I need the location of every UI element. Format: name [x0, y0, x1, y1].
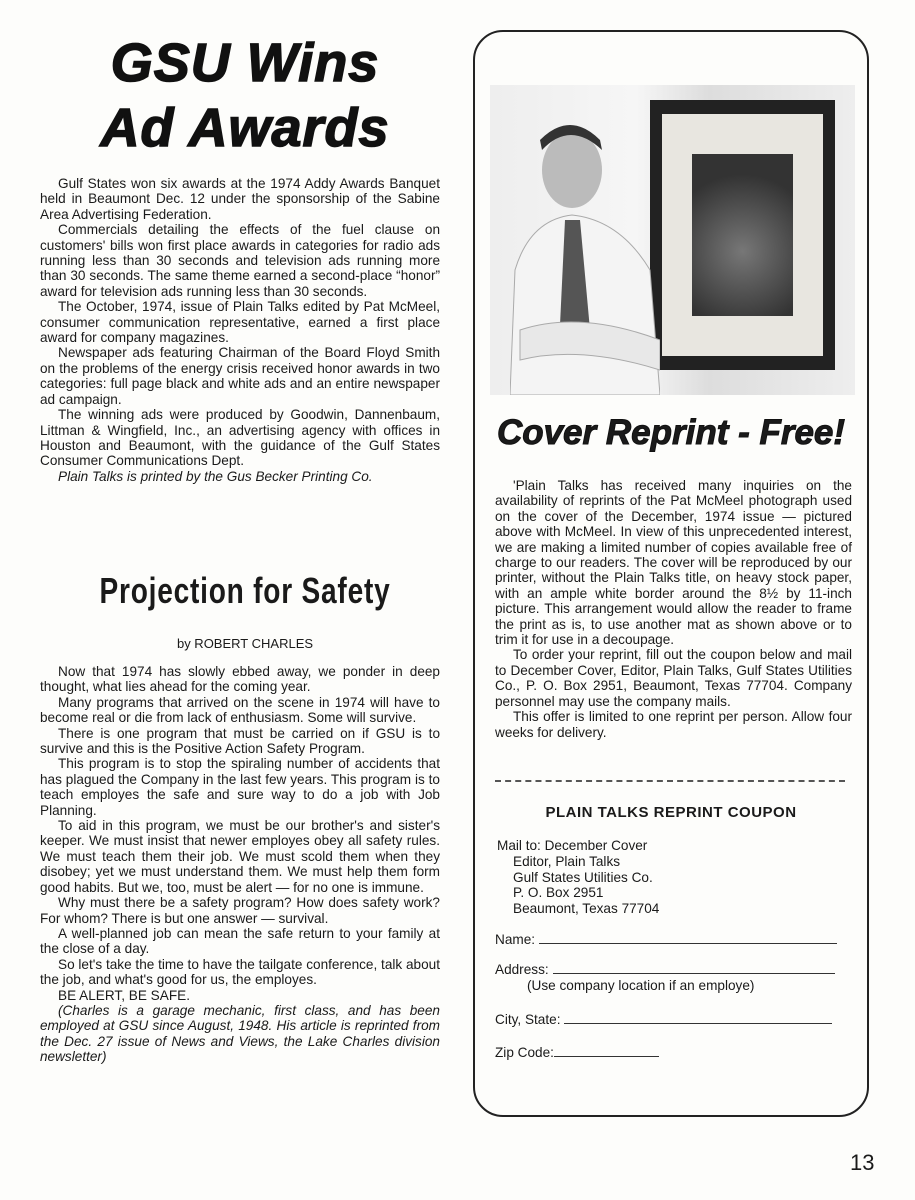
paragraph: Why must there be a safety program? How does safety work? For whom? There is but one answer — survival.: [40, 895, 440, 926]
paragraph: So let's take the time to have the tailgate conference, talk about the job, and what's good for us, the employes.: [40, 956, 440, 988]
awards-article: [40, 176, 440, 484]
paragraph: Gulf States won six awards at the 1974 Addy Awards Banquet held in Beaumont Dec. 12 under the sponsorship of the Sabine Area Advertising Federation.: [40, 176, 440, 222]
safety-article: [40, 664, 440, 1065]
paragraph: There is one program that must be carried on if GSU is to survive and this is the Positive Action Safety Program.: [40, 725, 440, 757]
awards-title-line1: GSU Wins: [110, 33, 380, 93]
paragraph: (Charles is a garage mechanic, first class, and has been employed at GSU since August, 1948. His article is reprinted from the Dec. 27 issue of News and Views, the Lake Charles division newsletter): [40, 1002, 440, 1065]
coupon-title: PLAIN TALKS REPRINT COUPON: [545, 804, 797, 821]
page-number: 13: [850, 1150, 875, 1175]
paragraph: 'Plain Talks has received many inquiries on the availability of reprints of the Pat McMeel photograph used on the cover of the December, 1974 issue — pictured above with McMeel. In view of this unprecedented interest, we are making a limited number of copies available free of charge to our readers. The cover will be reproduced by our printer, without the Plain Talks title, on heavy stock paper, with an ample white border around the 8½ by 11-inch picture. This arrangement would allow the reader to frame the print as is, to use another mat as shown above or to trim it for use in a decoupage.: [495, 478, 852, 648]
address-line: Editor, Plain Talks: [513, 853, 621, 869]
mailing-address: [497, 838, 659, 917]
paragraph: Many programs that arrived on the scene in 1974 will have to become real or die from lack of enthusiasm. Some will survive.: [40, 694, 440, 726]
paragraph: This offer is limited to one reprint per person. Allow four weeks for delivery.: [495, 709, 852, 740]
paragraph: A well-planned job can mean the safe return to your family at the close of a day.: [40, 925, 440, 957]
paragraph: Now that 1974 has slowly ebbed away, we ponder in deep thought, what lies ahead for the coming year.: [40, 664, 440, 695]
city-state-field[interactable]: [495, 1012, 832, 1027]
address-line: Beaumont, Texas 77704: [513, 901, 660, 917]
framed-print: [650, 100, 835, 370]
coupon-cut-line: [495, 780, 845, 782]
paragraph: This program is to stop the spiraling number of accidents that has plagued the Company in the last few years. This program is to teach employes the safe and sure way to do a job with Job Planning.: [40, 756, 440, 818]
paragraph: To order your reprint, fill out the coupon below and mail to December Cover, Editor, Plain Talks, Gulf States Utilities Co., P. O. Box 2951, Beaumont, Texas 77704. Company personnel may use the company mails.: [495, 647, 852, 709]
zip-label: Zip Code:: [495, 1045, 554, 1060]
byline: by ROBERT CHARLES: [176, 636, 314, 651]
name-field[interactable]: [495, 932, 837, 947]
name-label: Name:: [495, 932, 536, 947]
city-label: City, State:: [495, 1012, 561, 1027]
man-figure: [510, 110, 660, 395]
paragraph: Plain Talks is printed by the Gus Becker Printing Co.: [58, 468, 373, 484]
paragraph: The winning ads were produced by Goodwin, Dannenbaum, Littman & Wingfield, Inc., an advertising agency with offices in Houston and Beaumont, with the guidance of the Gulf States Consumer Communications Dept.: [40, 407, 440, 469]
address-line: P. O. Box 2951: [513, 885, 604, 901]
paragraph: To aid in this program, we must be our brother's and sister's keeper. We must insist that newer employes obey all safety rules. We must teach them their job. We must scold them when they disobey; yet we must understand them. We must help them form good habits. But we, too, must be alert — for no one is immune.: [40, 818, 440, 895]
safety-title: Projection for Safety: [99, 570, 391, 611]
address-line: Mail to: December Cover: [497, 838, 648, 853]
address-field[interactable]: [495, 962, 835, 977]
address-label: Address:: [495, 962, 549, 977]
reprint-article: [495, 478, 852, 740]
cover-photo: [490, 85, 855, 395]
reprint-title: Cover Reprint - Free!: [496, 413, 846, 452]
paragraph: BE ALERT, BE SAFE.: [58, 987, 190, 1003]
paragraph: Commercials detailing the effects of the fuel clause on customers' bills won first place awards in categories for radio ads running less than 30 seconds and television ads running more than 30 seconds. The same theme earned a second-place “honor” award for television ads running less than 30 seconds.: [40, 222, 440, 299]
zip-code-field[interactable]: [495, 1045, 659, 1060]
paragraph: Newspaper ads featuring Chairman of the Board Floyd Smith on the problems of the energy crisis received honor awards in two categories: full page black and white ads and an entire newspaper ad campaign.: [40, 345, 440, 407]
address-line: Gulf States Utilities Co.: [513, 869, 653, 885]
awards-title-line2: Ad Awards: [100, 98, 390, 158]
address-note: (Use company location if an employe): [527, 978, 755, 993]
paragraph: The October, 1974, issue of Plain Talks edited by Pat McMeel, consumer communication representative, earned a first place award for company magazines.: [40, 299, 440, 346]
